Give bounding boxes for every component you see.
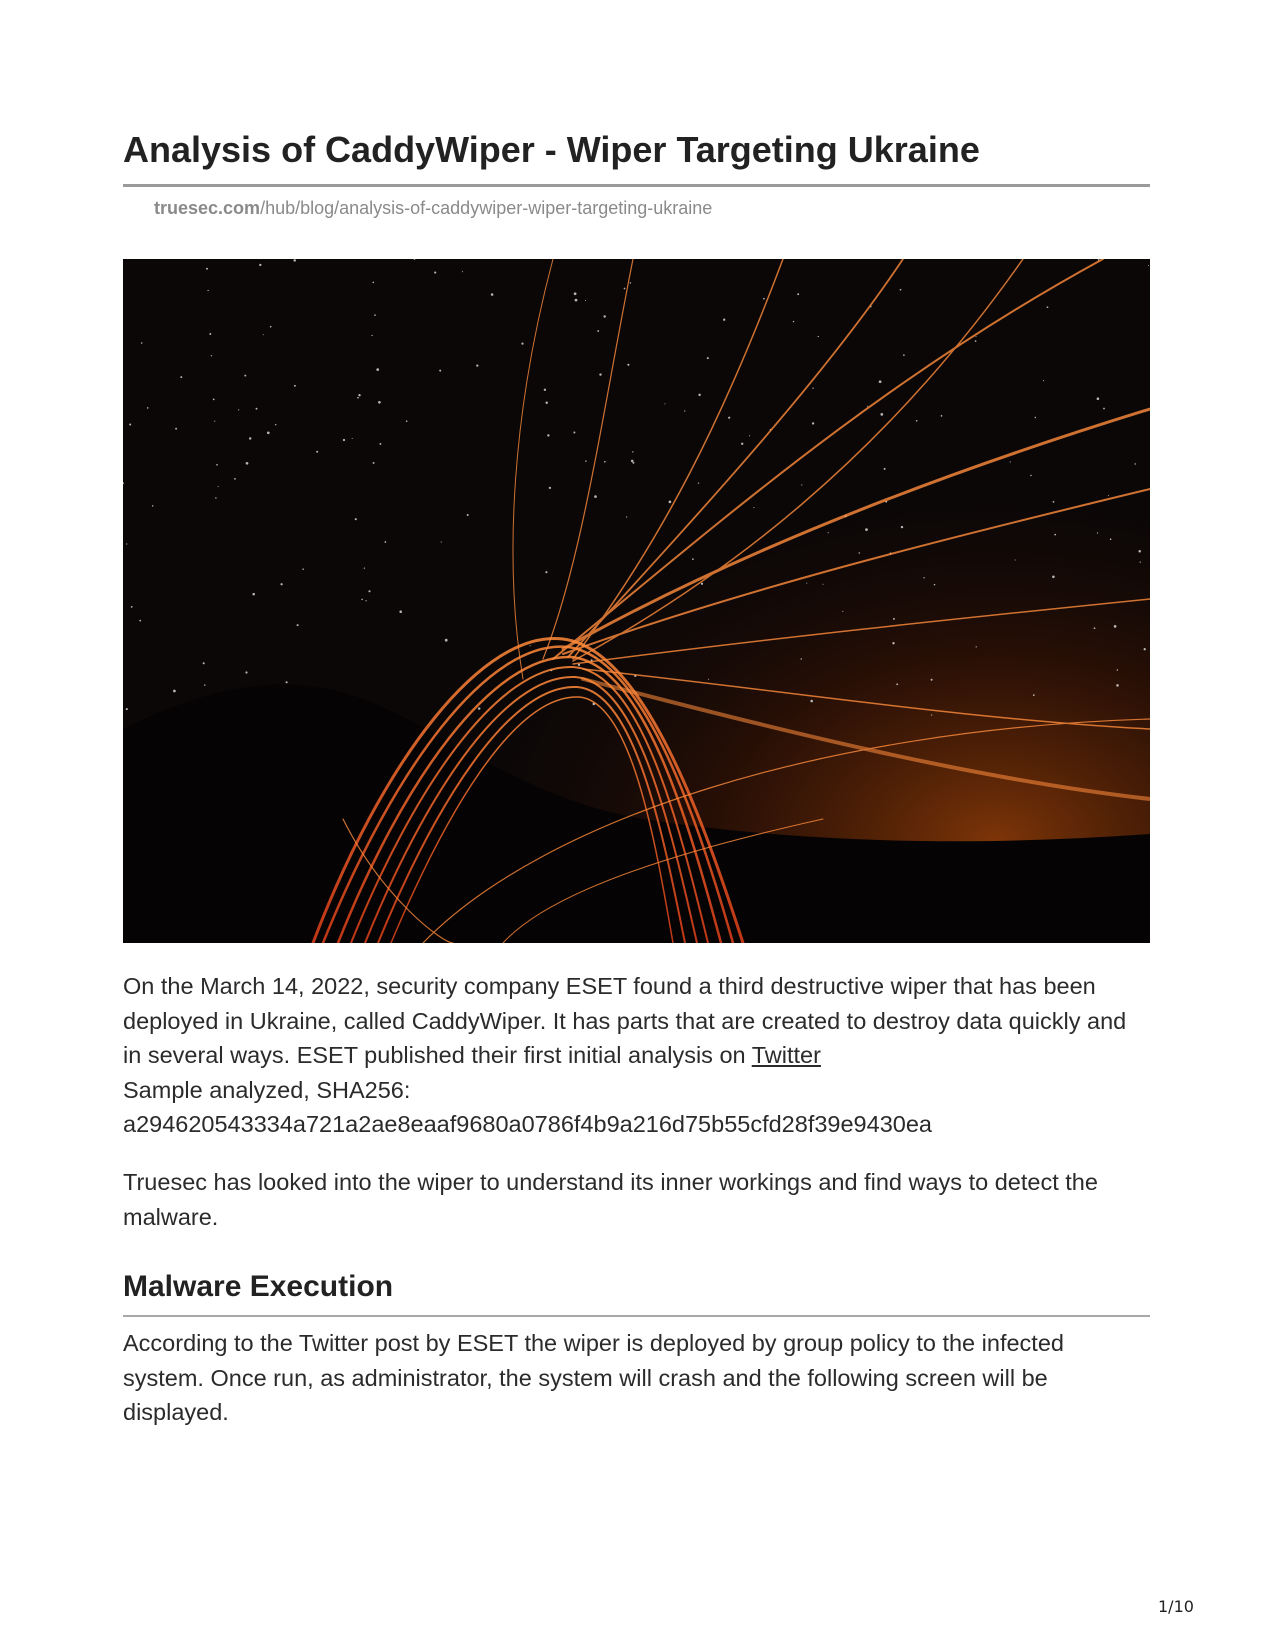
star-dot — [624, 288, 626, 290]
star-dot — [530, 645, 531, 646]
section-divider — [123, 1315, 1150, 1317]
star-dot — [1015, 559, 1016, 560]
star-dot — [1010, 461, 1011, 462]
star-dot — [376, 368, 379, 371]
star-dot — [975, 336, 976, 337]
star-dot — [126, 543, 127, 544]
source-domain: truesec.com — [154, 198, 261, 218]
star-dot — [684, 410, 685, 411]
star-dot — [631, 460, 634, 463]
star-dot — [893, 618, 895, 620]
star-dot — [547, 434, 549, 436]
star-dot — [270, 326, 272, 328]
star-dot — [294, 385, 296, 387]
star-dot — [812, 422, 814, 424]
star-dot — [263, 334, 264, 335]
star-dot — [1114, 625, 1117, 628]
star-dot — [280, 583, 282, 585]
star-dot — [1047, 306, 1049, 308]
star-dot — [692, 558, 694, 560]
star-dot — [297, 624, 299, 626]
star-dot — [215, 497, 216, 498]
star-dot — [812, 388, 813, 389]
star-dot — [903, 354, 905, 356]
star-dot — [374, 314, 376, 316]
star-dot — [896, 683, 898, 685]
star-dot — [842, 611, 843, 612]
star-dot — [521, 343, 523, 345]
star-dot — [1097, 397, 1100, 400]
star-dot — [1043, 380, 1044, 381]
source-path: /hub/blog/analysis-of-caddywiper-wiper-targeting-ukraine — [260, 198, 713, 218]
star-dot — [630, 282, 632, 284]
star-dot — [599, 373, 601, 375]
star-dot — [627, 364, 629, 366]
star-dot — [286, 681, 288, 683]
star-dot — [549, 487, 551, 489]
star-dot — [723, 319, 725, 321]
star-dot — [491, 293, 494, 296]
star-dot — [1053, 501, 1055, 503]
star-dot — [439, 370, 441, 372]
star-dot — [879, 380, 882, 383]
star-dot — [545, 401, 547, 403]
star-dot — [259, 264, 261, 266]
star-dot — [931, 679, 933, 681]
star-dot — [859, 552, 860, 553]
star-dot — [892, 642, 894, 644]
star-dot — [669, 501, 672, 504]
star-dot — [368, 590, 370, 592]
star-dot — [801, 484, 802, 485]
star-dot — [1052, 576, 1055, 579]
sample-label: Sample analyzed, SHA256: — [123, 1076, 411, 1103]
star-dot — [604, 461, 606, 463]
star-dot — [1134, 463, 1135, 464]
star-dot — [707, 357, 709, 359]
star-dot — [216, 464, 218, 466]
body-paragraph: Truesec has looked into the wiper to understand its inner workings and find ways to detect the malware. — [123, 1169, 1098, 1230]
page-number: 1/10 — [1158, 1597, 1194, 1616]
star-dot — [594, 495, 597, 498]
star-dot — [213, 399, 215, 401]
star-dot — [976, 646, 977, 647]
star-dot — [302, 568, 304, 570]
star-dot — [632, 462, 634, 464]
star-dot — [352, 438, 353, 439]
star-dot — [209, 333, 211, 335]
star-dot — [445, 639, 448, 642]
star-dot — [1117, 669, 1118, 670]
star-dot — [810, 700, 813, 703]
star-dot — [793, 321, 794, 322]
star-dot — [1097, 532, 1098, 533]
star-dot — [574, 292, 577, 295]
star-dot — [941, 415, 943, 417]
star-dot — [1138, 550, 1141, 553]
article-title: Analysis of CaddyWiper - Wiper Targeting Ukraine — [123, 129, 980, 170]
star-dot — [126, 708, 128, 710]
star-dot — [207, 290, 208, 291]
intro-text: On the March 14, 2022, security company ESET found a third destructive wiper that has been deployed in Ukraine, called CaddyWiper. It has parts that are created to destroy data quickly and in several ways. ESET published their first initial analysis on — [123, 973, 1127, 1068]
star-dot — [478, 707, 480, 709]
star-dot — [1140, 561, 1141, 562]
star-dot — [1144, 648, 1146, 650]
star-dot — [880, 413, 883, 416]
star-dot — [626, 516, 627, 517]
star-dot — [975, 340, 977, 342]
star-dot — [365, 600, 366, 601]
star-dot — [1148, 265, 1149, 266]
star-dot — [252, 593, 255, 596]
star-dot — [141, 342, 143, 344]
star-dot — [372, 282, 374, 284]
star-dot — [293, 259, 296, 262]
star-dot — [818, 336, 819, 337]
star-dot — [1033, 694, 1035, 696]
star-dot — [900, 289, 902, 291]
star-dot — [753, 507, 754, 508]
star-dot — [147, 407, 149, 409]
star-dot — [1030, 475, 1031, 476]
star-dot — [901, 526, 903, 528]
star-dot — [204, 684, 205, 685]
title-divider — [123, 184, 1150, 187]
star-dot — [180, 376, 182, 378]
star-dot — [406, 420, 408, 422]
star-dot — [884, 468, 886, 470]
star-dot — [218, 486, 219, 487]
star-dot — [1116, 684, 1119, 687]
star-dot — [358, 394, 360, 396]
sparks-photo-illustration — [123, 259, 1150, 943]
star-dot — [573, 432, 575, 434]
star-dot — [1054, 534, 1056, 536]
star-dot — [916, 420, 918, 422]
star-dot — [800, 658, 801, 659]
star-dot — [476, 364, 478, 366]
star-dot — [545, 571, 547, 573]
star-dot — [267, 431, 270, 434]
star-dot — [316, 451, 318, 453]
source-url[interactable] — [154, 197, 712, 219]
star-dot — [828, 532, 829, 533]
star-dot — [234, 478, 236, 480]
hero-image — [123, 259, 1150, 943]
star-dot — [434, 272, 436, 274]
star-dot — [214, 421, 215, 422]
star-dot — [632, 451, 633, 452]
star-dot — [245, 671, 247, 673]
star-dot — [373, 462, 375, 464]
star-dot — [1108, 495, 1109, 496]
star-dot — [575, 299, 578, 302]
star-dot — [603, 315, 605, 317]
star-dot — [244, 375, 246, 377]
star-dot — [152, 505, 154, 507]
star-dot — [763, 298, 765, 300]
star-dot — [1110, 538, 1112, 540]
star-dot — [701, 583, 703, 585]
star-dot — [129, 423, 131, 425]
star-dot — [698, 482, 699, 483]
star-dot — [544, 389, 546, 391]
star-dot — [173, 690, 176, 693]
star-dot — [467, 514, 469, 516]
star-dot — [664, 403, 665, 404]
twitter-link[interactable]: Twitter — [751, 1042, 821, 1068]
star-dot — [749, 435, 750, 436]
star-dot — [1103, 408, 1105, 410]
star-dot — [806, 583, 807, 584]
star-dot — [246, 462, 249, 465]
star-dot — [131, 606, 133, 608]
sha256-hash: a294620543334a721a2ae8eaaf9680a0786f4b9a216d75b55cfd28f39e9430ea — [123, 1111, 932, 1137]
star-dot — [364, 567, 365, 568]
star-dot — [399, 610, 402, 613]
star-dot — [357, 397, 359, 399]
star-dot — [931, 714, 932, 715]
star-dot — [698, 394, 700, 396]
star-dot — [355, 518, 357, 520]
star-dot — [462, 271, 463, 272]
star-dot — [238, 409, 239, 410]
star-dot — [1035, 417, 1036, 418]
star-dot — [1094, 627, 1096, 629]
star-dot — [203, 662, 205, 664]
star-dot — [578, 664, 580, 666]
star-dot — [371, 335, 372, 336]
star-dot — [923, 577, 924, 578]
star-dot — [378, 401, 381, 404]
star-dot — [708, 679, 709, 680]
star-dot — [256, 408, 258, 410]
section-heading: Malware Execution — [123, 1270, 394, 1303]
star-dot — [867, 406, 868, 407]
intro-paragraph — [123, 969, 1150, 1142]
star-dot — [249, 437, 251, 439]
star-dot — [379, 443, 381, 445]
star-dot — [797, 293, 799, 295]
star-dot — [139, 620, 141, 622]
star-dot — [206, 268, 208, 270]
star-dot — [385, 541, 387, 543]
star-dot — [441, 542, 442, 543]
star-dot — [343, 439, 345, 441]
star-dot — [597, 330, 599, 332]
star-dot — [361, 599, 363, 601]
star-dot — [934, 584, 936, 586]
star-dot — [741, 443, 743, 445]
star-dot — [728, 417, 730, 419]
star-dot — [585, 460, 586, 461]
section-paragraph: According to the Twitter post by ESET the wiper is deployed by group policy to the infected system. Once run, as administrator, the system will crash and the following screen will be displayed. — [123, 1330, 1064, 1425]
star-dot — [175, 428, 177, 430]
star-dot — [275, 424, 276, 425]
star-dot — [865, 528, 868, 531]
star-dot — [211, 355, 212, 356]
star-dot — [585, 300, 586, 301]
star-dot — [822, 584, 823, 585]
